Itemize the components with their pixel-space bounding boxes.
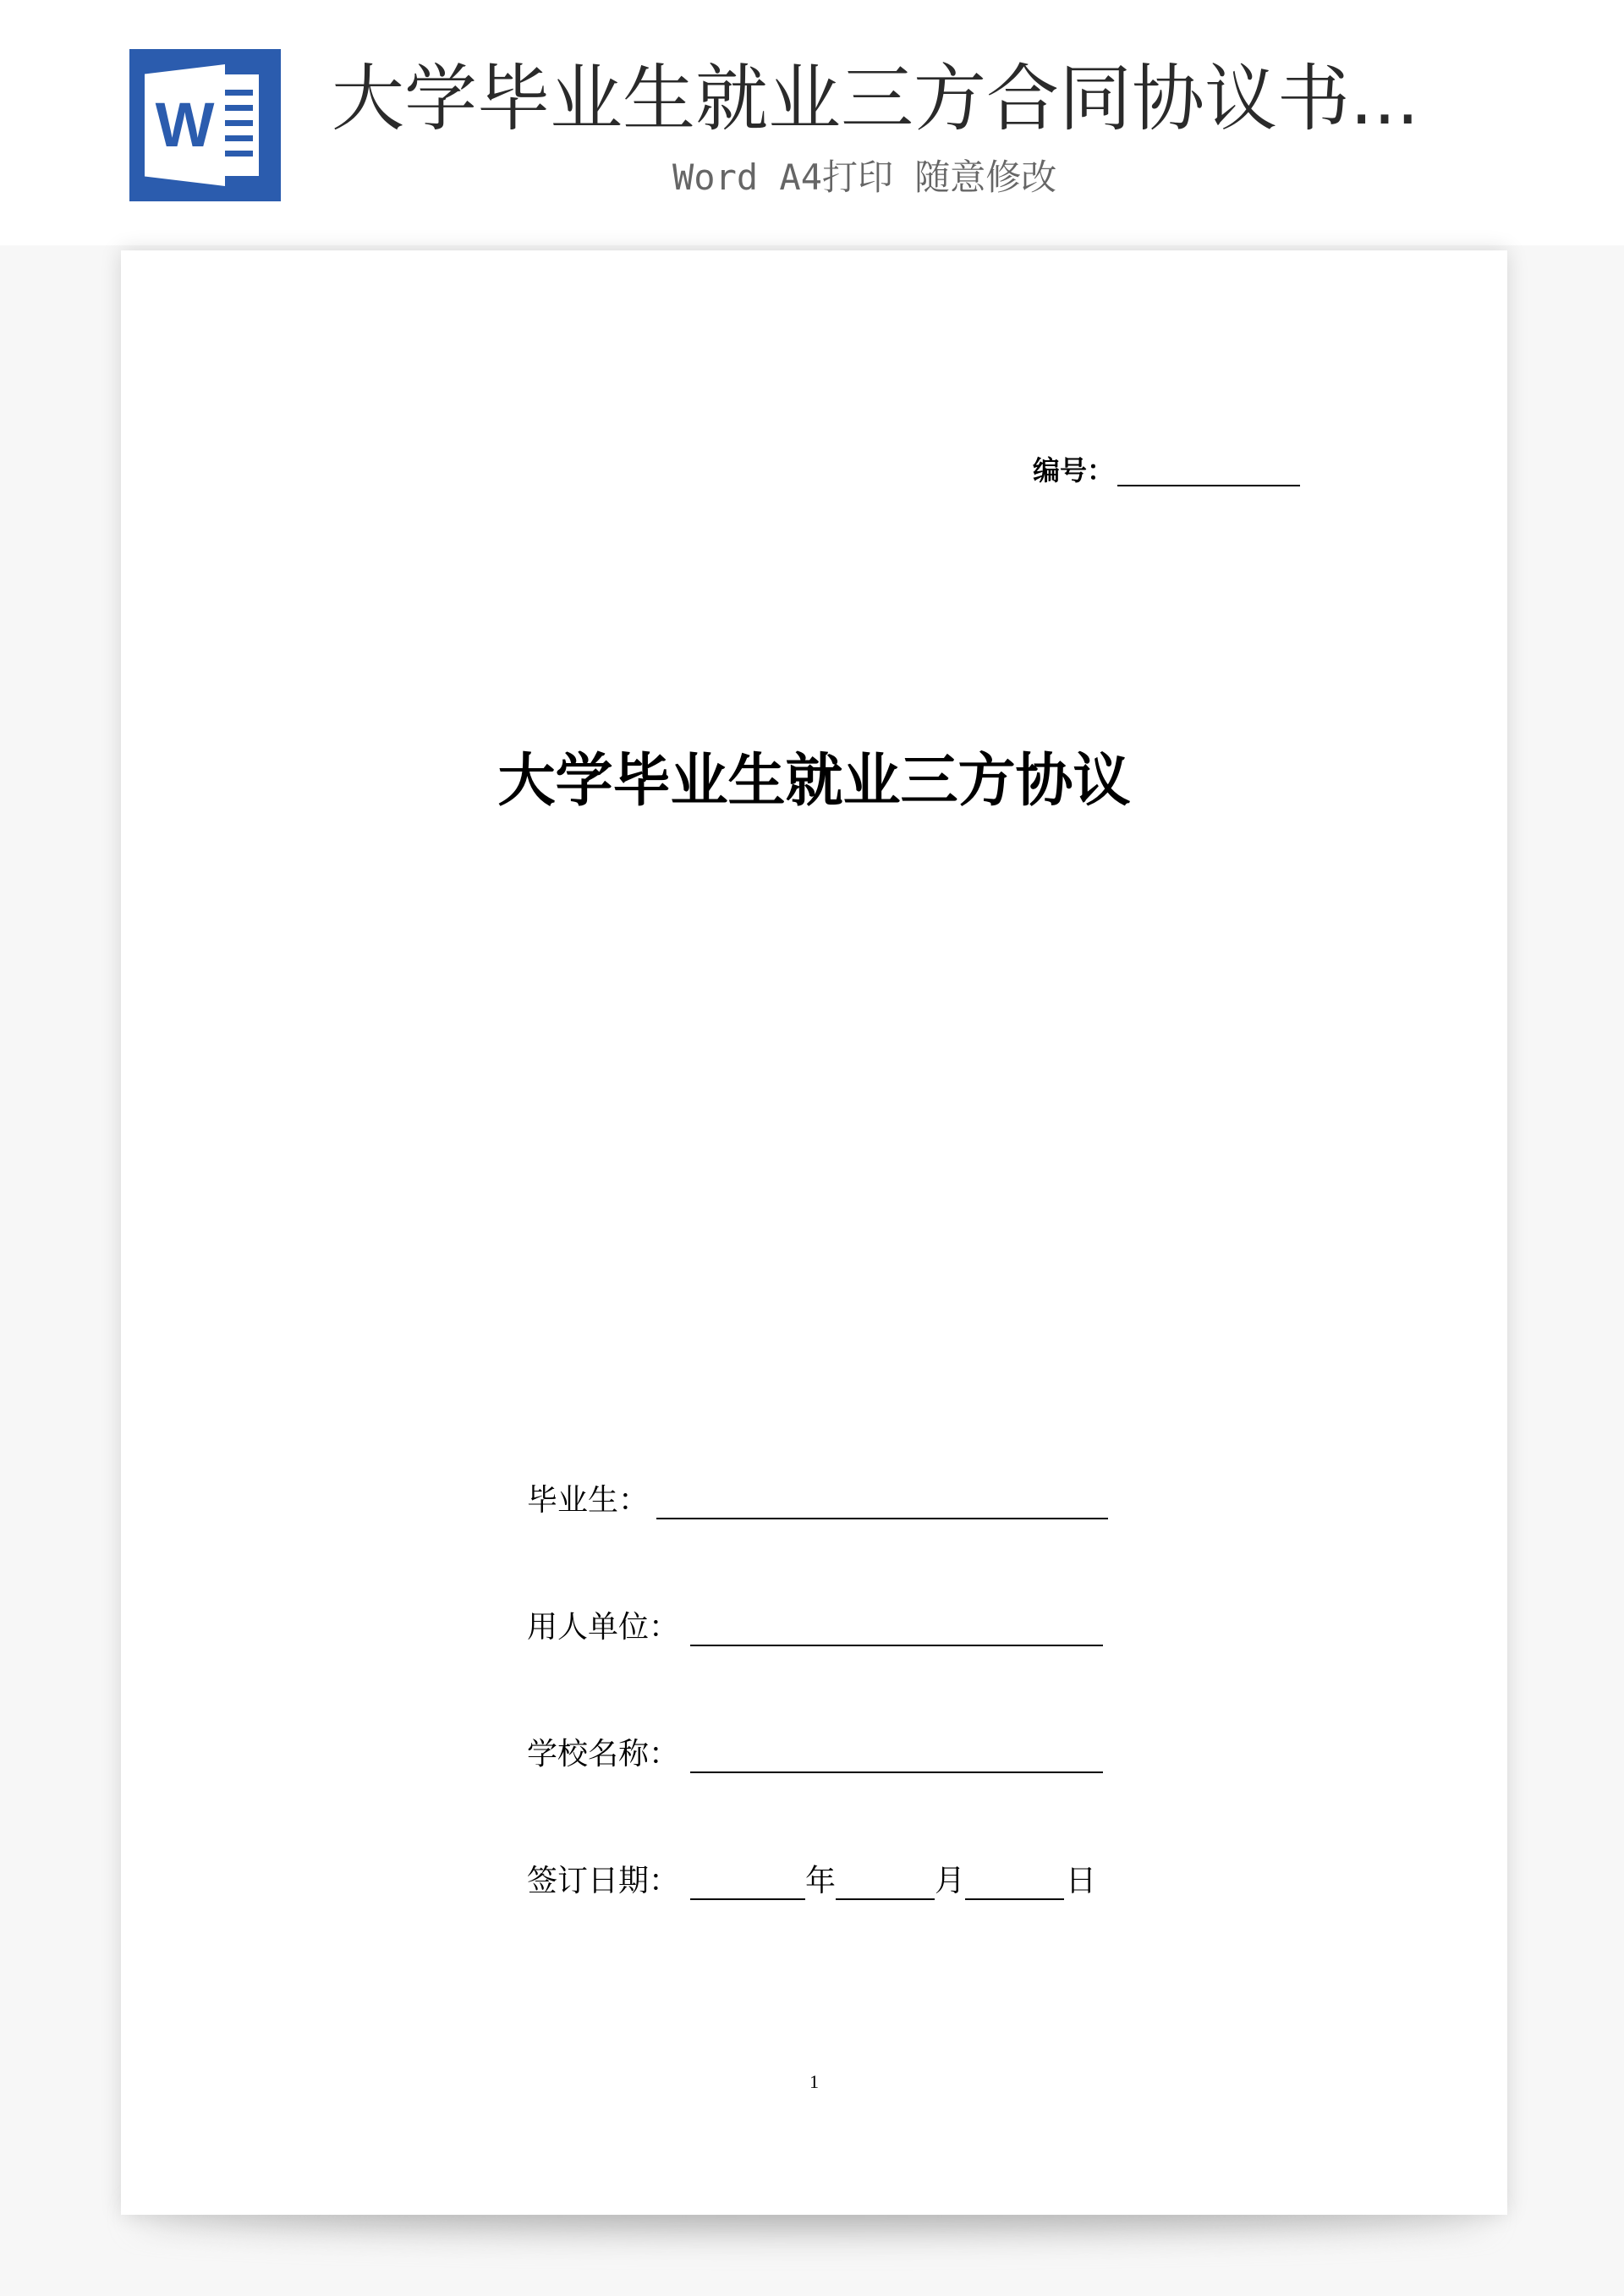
- school-blank: [690, 1771, 1103, 1773]
- school-label: 学校名称：: [527, 1737, 680, 1771]
- day-unit: 日: [1066, 1864, 1097, 1898]
- year-unit: 年: [805, 1864, 837, 1898]
- document-title: 大学毕业生就业三方协议: [497, 747, 1131, 815]
- word-logo-letter: W: [155, 90, 215, 160]
- serial-number-label: 编号：: [1033, 454, 1115, 486]
- serial-number-blank: [1117, 485, 1300, 486]
- graduate-label: 毕业生：: [527, 1483, 650, 1518]
- employer-blank: [690, 1645, 1103, 1646]
- month-unit: 月: [935, 1864, 966, 1898]
- banner-subtitle: Word A4打印 随意修改: [672, 157, 1057, 198]
- year-blank: [690, 1898, 805, 1900]
- graduate-blank: [656, 1518, 1108, 1519]
- document-page: [121, 250, 1507, 2215]
- date-label: 签订日期：: [527, 1864, 680, 1898]
- page-number: 1: [809, 2071, 819, 2092]
- day-blank: [965, 1898, 1064, 1900]
- header-banner: [0, 0, 1624, 245]
- month-blank: [836, 1898, 935, 1900]
- banner-title: 大学毕业生就业三方合同协议书...: [332, 57, 1420, 141]
- employer-label: 用人单位：: [527, 1610, 680, 1645]
- word-icon: [129, 49, 281, 201]
